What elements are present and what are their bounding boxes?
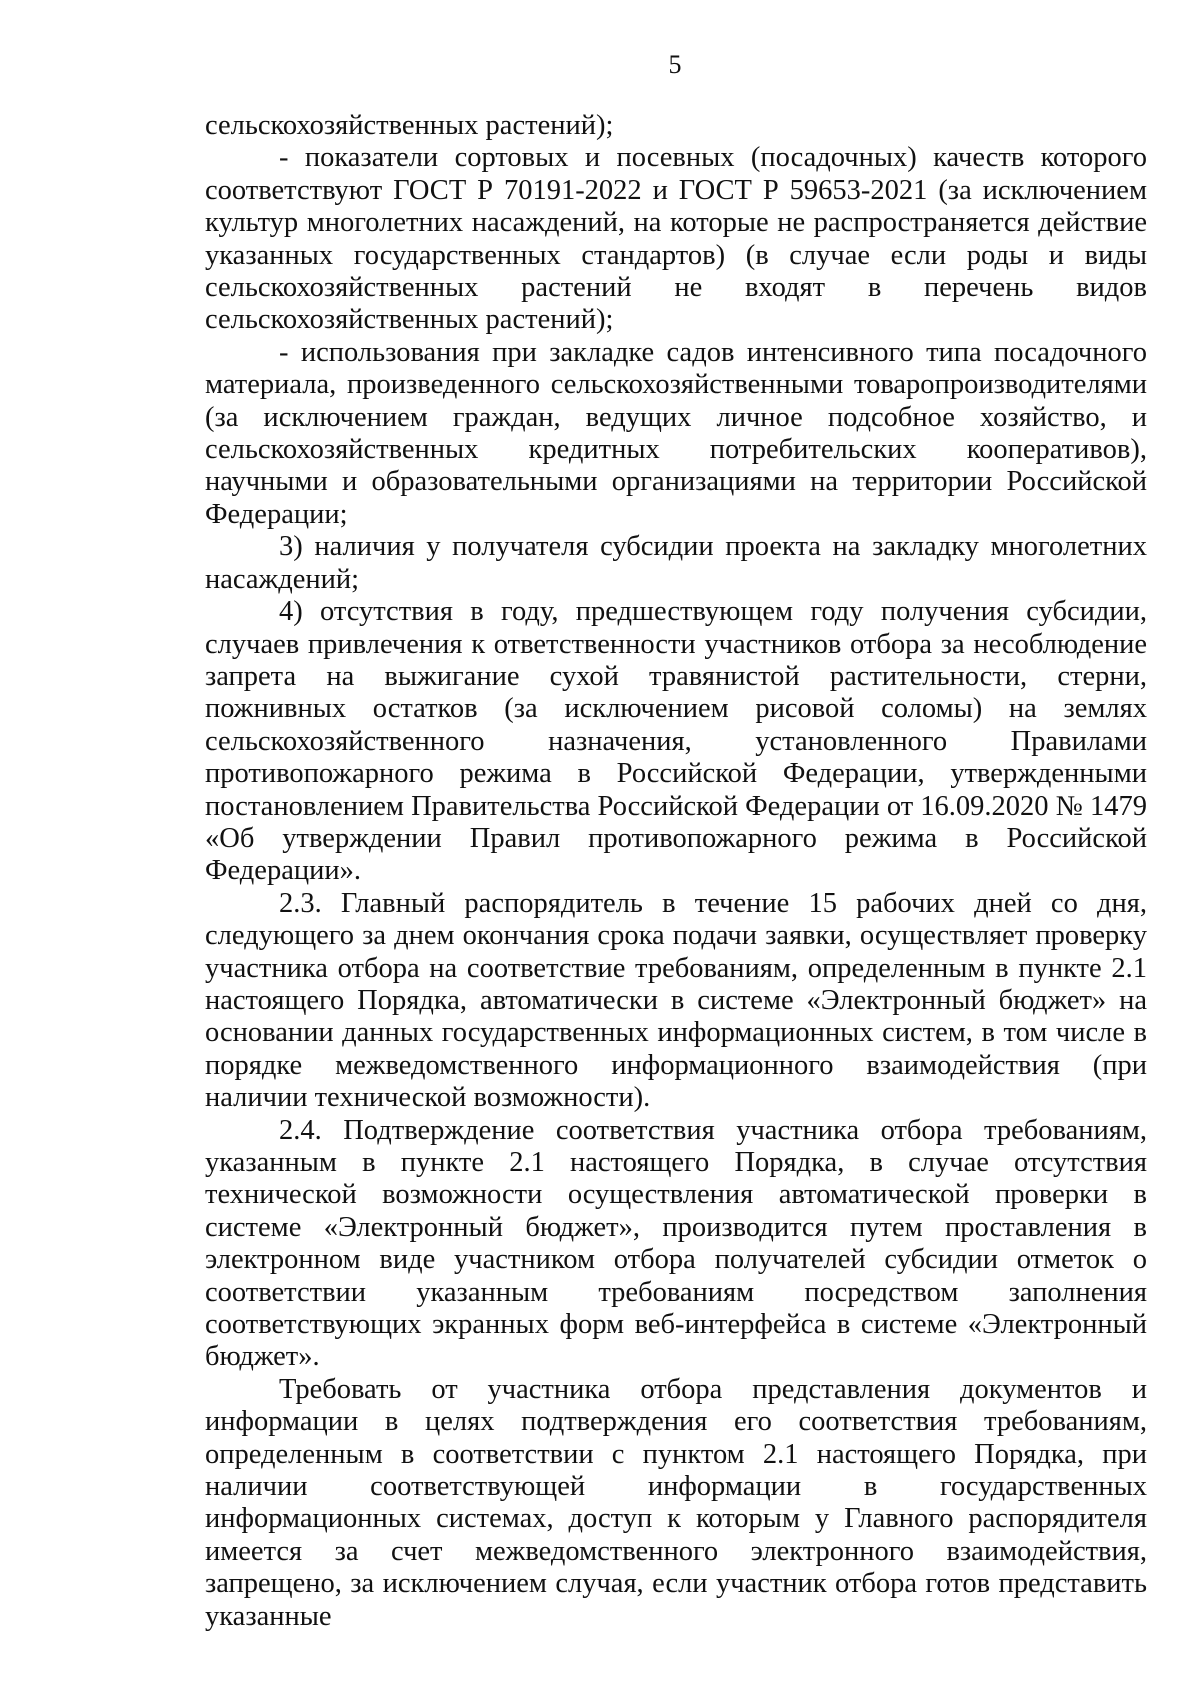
page-number: 5 [668,50,682,79]
document-body [205,110,1147,1633]
paragraph-2-4: 2.4. Подтверждение соответствия участника отбора требованиям, указанным в пункте 2.1 настоящего Порядка, в случае отсутствия технической возможности осуществления автоматической проверки в системе «Электронный бюджет», производится путем проставления в электронном виде участником отбора получателей субсидии отметок о соответствии указанным требованиям посредством заполнения соответствующих экранных форм веб-интерфейса в системе «Электронный бюджет». [205,1114,1147,1373]
paragraph-item-3: 3) наличия у получателя субсидии проекта на закладку многолетних насаждений; [205,531,1147,595]
paragraph-continuation: сельскохозяйственных растений); [205,110,614,141]
paragraph-planting-material: - использования при закладке садов интенсивного типа посадочного материала, произведенного сельскохозяйственными товаропроизводителями (за исключением граждан, ведущих личное подсобное хозяйство, и сельскохозяйственных кредитных потребительских кооперативов), научными и образовательными организациями на территории Российской Федерации; [205,336,1147,530]
paragraph-item-4: 4) отсутствия в году, предшествующем году получения субсидии, случаев привлечения к ответственности участников отбора за несоблюдение запрета на выжигание сухой травянистой растительности, стерни, пожнивных остатков (за исключением рисовой соломы) на землях сельскохозяйственного назначения, установленного Правилами противопожарного режима в Российской Федерации, утвержденными постановлением Правительства Российской Федерации от 16.09.2020 № 1479 «Об утверждении Правил противопожарного режима в Российской Федерации». [205,596,1148,887]
paragraph-document-requirement: Требовать от участника отбора представления документов и информации в целях подтверждения его соответствия требованиям, определенным в соответствии с пунктом 2.1 настоящего Порядка, при наличии соответствующей информации в государственных информационных системах, доступ к которым у Главного распорядителя имеется за счет межведомственного электронного взаимодействия, запрещено, за исключением случая, если участник отбора готов представить указанные [205,1373,1147,1632]
paragraph-gost-requirements: - показатели сортовых и посевных (посадочных) качеств которого соответствуют ГОСТ Р 70191-2022 и ГОСТ Р 59653-2021 (за исключением культур многолетних насаждений, на которые не распространяется действие указанных государственных стандартов) (в случае если роды и виды сельскохозяйственных растений не входят в перечень видов сельскохозяйственных растений); [205,142,1147,336]
paragraph-2-3: 2.3. Главный распорядитель в течение 15 рабочих дней со дня, следующего за днем окончания срока подачи заявки, осуществляет проверку участника отбора на соответствие требованиям, определенным в пункте 2.1 настоящего Порядка, автоматически в системе «Электронный бюджет» на основании данных государственных информационных систем, в том числе в порядке межведомственного информационного взаимодействия (при наличии технической возможности). [205,887,1147,1114]
